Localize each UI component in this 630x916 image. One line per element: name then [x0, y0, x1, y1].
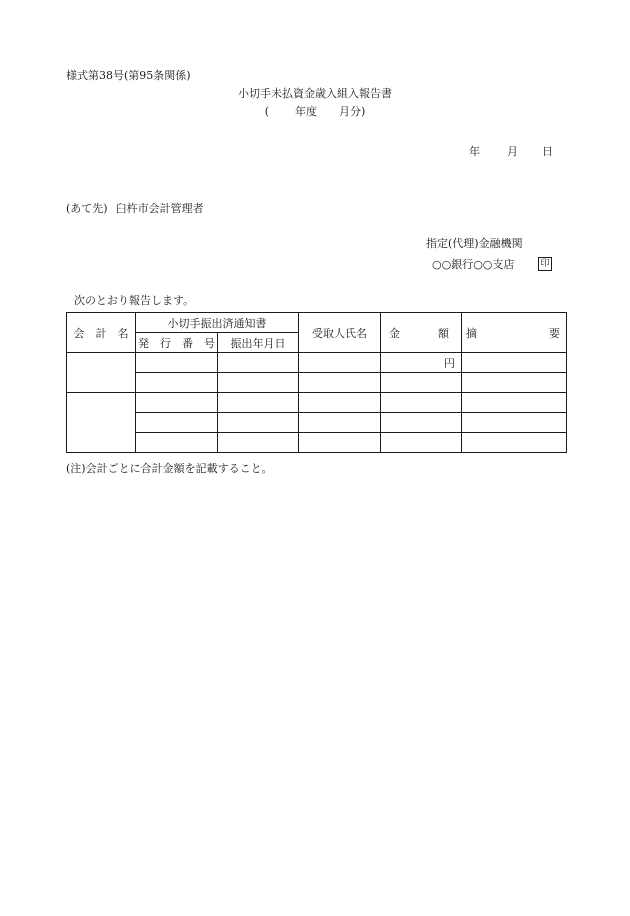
cell [299, 433, 381, 453]
table-row [67, 373, 567, 393]
header-amount-a: 金 [389, 326, 400, 340]
header-issue-date: 振出年月日 [218, 333, 299, 353]
cell [381, 393, 462, 413]
cell [218, 393, 299, 413]
sender-org: 指定(代理)金融機関 [426, 237, 523, 250]
cell [299, 393, 381, 413]
header-check-notice: 小切手振出済通知書 [136, 313, 299, 333]
cell [299, 413, 381, 433]
cell [462, 433, 567, 453]
cell [381, 433, 462, 453]
cell [218, 373, 299, 393]
cell [218, 353, 299, 373]
period-year-label: 年度 [295, 105, 317, 118]
cell [136, 393, 218, 413]
table-row [67, 393, 567, 413]
date-month-label: 月 [507, 145, 518, 158]
cell [381, 373, 462, 393]
table-row [67, 413, 567, 433]
report-period [0, 106, 630, 117]
header-remarks-b: 要 [549, 326, 560, 340]
header-amount-b: 額 [438, 326, 449, 340]
cell [136, 413, 218, 433]
cell [462, 373, 567, 393]
intro-text: 次のとおり報告します。 [74, 294, 195, 307]
cell [462, 413, 567, 433]
document-title: 小切手未払資金歳入組入報告書 [238, 87, 392, 100]
account-cell [67, 393, 136, 453]
cell [299, 373, 381, 393]
cell [136, 433, 218, 453]
cell [299, 353, 381, 373]
date-year-label: 年 [469, 145, 480, 158]
header-payee: 受取人氏名 [299, 313, 381, 353]
cell [462, 393, 567, 413]
addressee-name: 臼杵市会計管理者 [115, 202, 204, 215]
seal-mark: 印 [538, 257, 552, 271]
header-remarks-a: 摘 [466, 326, 477, 340]
table-row [67, 353, 567, 373]
header-issue-number: 発 行 番 号 [136, 333, 218, 353]
cell [136, 373, 218, 393]
header-remarks [462, 313, 567, 353]
cell [462, 353, 567, 373]
header-amount [381, 313, 462, 353]
footnote: (注)会計ごとに合計金額を記載すること。 [66, 462, 273, 475]
addressee [66, 203, 204, 214]
date-day-label: 日 [542, 145, 553, 158]
cell [136, 353, 218, 373]
amount-cell-yen: 円 [381, 353, 462, 373]
form-number: 様式第38号(第95条関係) [66, 69, 191, 82]
cell [381, 413, 462, 433]
account-cell [67, 353, 136, 393]
sender-bank: ○○銀行○○支店 [432, 258, 515, 271]
period-month-label: 月分) [339, 105, 366, 118]
cell [218, 433, 299, 453]
addressee-label: (あて先) [66, 202, 108, 215]
header-account-name: 会 計 名 [67, 313, 136, 353]
table-row [67, 433, 567, 453]
cell [218, 413, 299, 433]
period-open: ( [264, 105, 269, 118]
report-table [66, 312, 567, 453]
